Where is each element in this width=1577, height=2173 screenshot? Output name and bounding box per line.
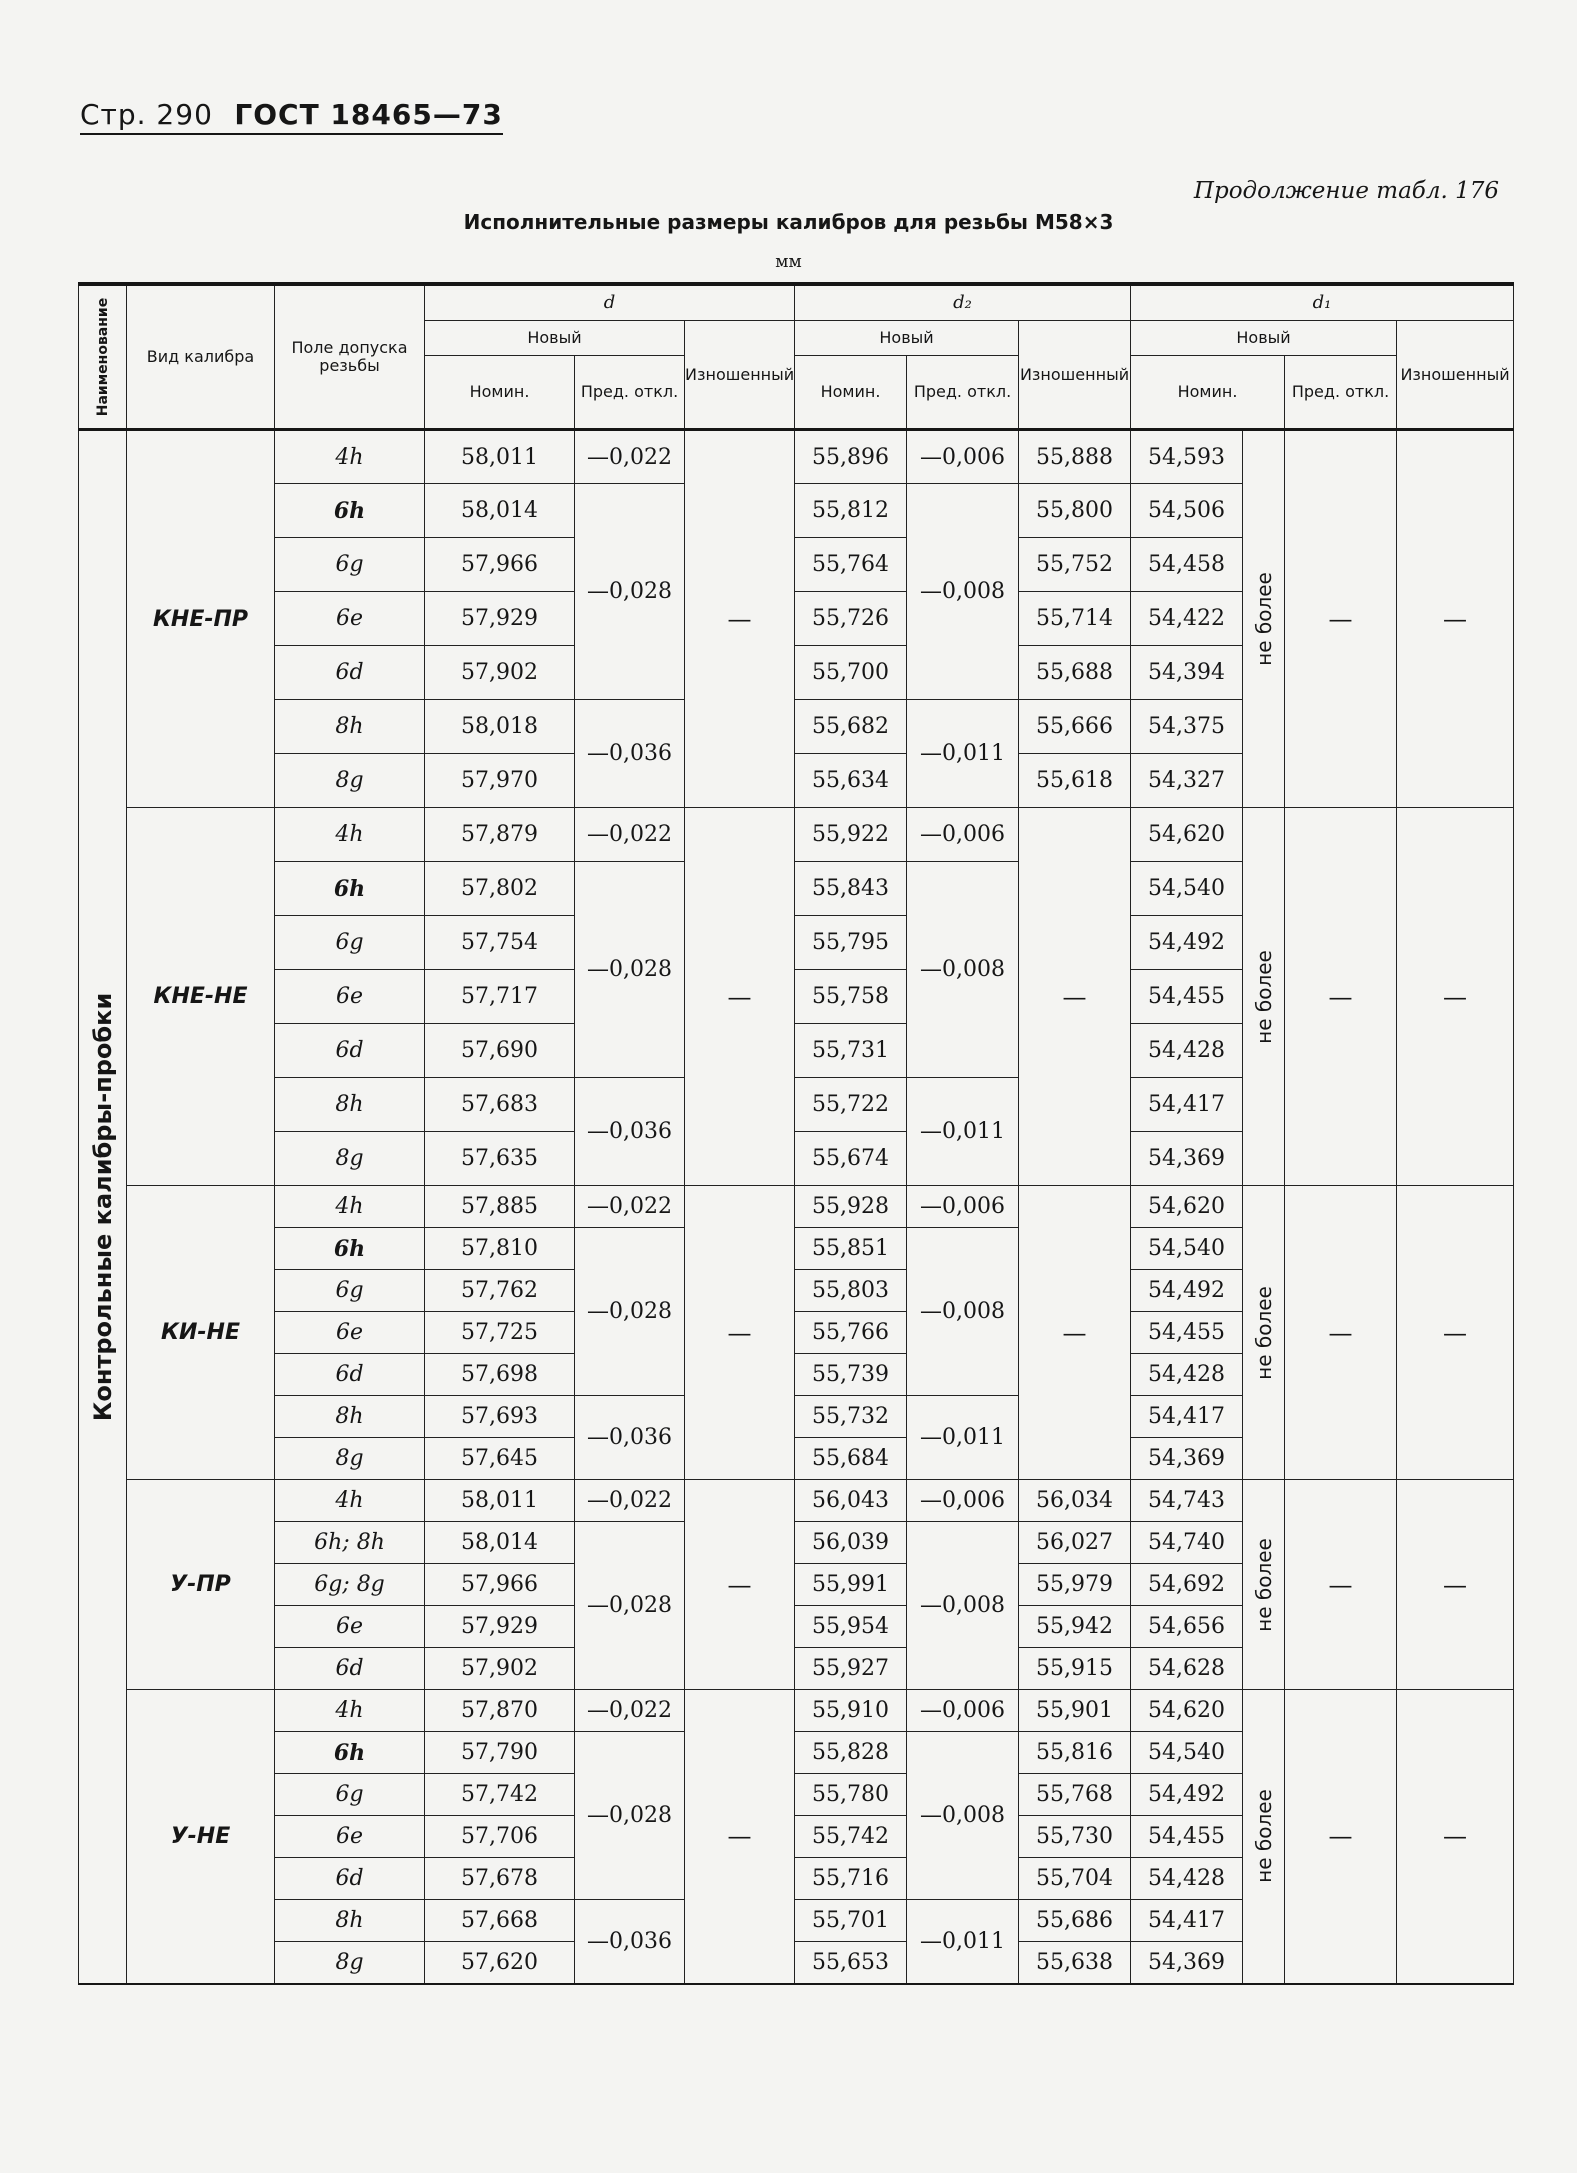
d2-deviation: —0,008 xyxy=(907,1228,1019,1396)
d-deviation: —0,036 xyxy=(575,1396,685,1480)
d2-nominal: 55,927 xyxy=(795,1648,907,1690)
d-nominal: 58,011 xyxy=(425,1480,575,1522)
d-nominal: 57,879 xyxy=(425,808,575,862)
col-field-header: Поле допуска резьбы xyxy=(275,284,425,430)
d2-nominal: 55,653 xyxy=(795,1942,907,1984)
d2-nominal: 55,731 xyxy=(795,1024,907,1078)
col-d1-header: d₁ xyxy=(1131,284,1514,321)
tolerance-field: 8g xyxy=(275,1438,425,1480)
d-nominal: 57,742 xyxy=(425,1774,575,1816)
d2-worn: 56,027 xyxy=(1019,1522,1131,1564)
d-worn-header: Изношенный xyxy=(685,321,795,430)
d2-deviation: —0,008 xyxy=(907,484,1019,700)
d1-nominal: 54,620 xyxy=(1131,1186,1243,1228)
d-nominal: 57,635 xyxy=(425,1132,575,1186)
d2-nominal: 55,726 xyxy=(795,592,907,646)
tolerance-field: 6h; 8h xyxy=(275,1522,425,1564)
table-row xyxy=(79,1186,1514,1228)
tolerance-field: 4h xyxy=(275,1186,425,1228)
tolerance-field: 4h xyxy=(275,430,425,484)
table-title: Исполнительные размеры калибров для резьбы М58×3 xyxy=(463,210,1114,234)
group-label: Контрольные калибры-пробки xyxy=(88,992,117,1422)
d-nominal: 57,966 xyxy=(425,1564,575,1606)
d2-deviation: —0,006 xyxy=(907,1690,1019,1732)
gauge-kind: КНЕ-ПР xyxy=(127,430,275,808)
d2-worn: 55,888 xyxy=(1019,430,1131,484)
d2-nominal: 56,043 xyxy=(795,1480,907,1522)
d-deviation: —0,022 xyxy=(575,1186,685,1228)
col-name-header: Наименование xyxy=(79,284,127,430)
d1-nominal: 54,620 xyxy=(1131,1690,1243,1732)
d1-nominal: 54,492 xyxy=(1131,1270,1243,1312)
d1-nominal: 54,375 xyxy=(1131,700,1243,754)
d1-nominal: 54,455 xyxy=(1131,1312,1243,1354)
d1-deviation-dash: — xyxy=(1285,1186,1397,1480)
d2-nominal: 55,896 xyxy=(795,430,907,484)
d2-deviation: —0,008 xyxy=(907,1522,1019,1690)
tolerance-field: 8g xyxy=(275,754,425,808)
unit-label: мм xyxy=(775,252,802,272)
d-worn-dash: — xyxy=(685,808,795,1186)
d2-worn: 55,800 xyxy=(1019,484,1131,538)
page-header xyxy=(80,98,503,135)
tolerance-field: 6h xyxy=(275,1228,425,1270)
group-label-cell xyxy=(79,430,127,1984)
d2-nominal: 55,634 xyxy=(795,754,907,808)
page-number: Стр. 290 xyxy=(80,98,213,131)
tolerance-field: 8h xyxy=(275,1900,425,1942)
d1-nominal: 54,455 xyxy=(1131,970,1243,1024)
tolerance-field: 8g xyxy=(275,1132,425,1186)
d2-worn: 55,979 xyxy=(1019,1564,1131,1606)
d2-worn: 55,688 xyxy=(1019,646,1131,700)
d2-deviation: —0,008 xyxy=(907,1732,1019,1900)
d-nominal: 57,929 xyxy=(425,592,575,646)
d2-deviation: —0,006 xyxy=(907,808,1019,862)
d2-worn: 55,816 xyxy=(1019,1732,1131,1774)
tolerance-field: 8h xyxy=(275,700,425,754)
d-nominal: 57,683 xyxy=(425,1078,575,1132)
d2-nominal: 55,682 xyxy=(795,700,907,754)
gauge-kind: У-НЕ xyxy=(127,1690,275,1984)
col-d-header: d xyxy=(425,284,795,321)
d2-worn: 56,034 xyxy=(1019,1480,1131,1522)
not-more-label: не более xyxy=(1251,1537,1276,1632)
not-more-label: не более xyxy=(1251,572,1276,666)
d-nominal: 57,902 xyxy=(425,646,575,700)
d2-nominal: 55,851 xyxy=(795,1228,907,1270)
d1-nominal: 54,369 xyxy=(1131,1438,1243,1480)
tolerance-field: 6h xyxy=(275,484,425,538)
tolerance-field: 8h xyxy=(275,1396,425,1438)
d1-deviation-dash: — xyxy=(1285,808,1397,1186)
d1-nominal: 54,620 xyxy=(1131,808,1243,862)
tolerance-field: 8g xyxy=(275,1942,425,1984)
d1-nom-header: Номин. xyxy=(1131,356,1285,430)
d2-nominal: 55,803 xyxy=(795,1270,907,1312)
d2-nominal: 55,991 xyxy=(795,1564,907,1606)
d-worn-dash: — xyxy=(685,1480,795,1690)
tolerance-field: 6e xyxy=(275,592,425,646)
col-d2-header: d₂ xyxy=(795,284,1131,321)
d-nominal: 57,902 xyxy=(425,1648,575,1690)
d2-worn: 55,942 xyxy=(1019,1606,1131,1648)
d-nominal: 57,717 xyxy=(425,970,575,1024)
d-nominal: 57,810 xyxy=(425,1228,575,1270)
d1-nominal: 54,740 xyxy=(1131,1522,1243,1564)
tolerance-field: 4h xyxy=(275,1480,425,1522)
tolerance-field: 6g xyxy=(275,1270,425,1312)
d-nominal: 57,966 xyxy=(425,538,575,592)
d-nominal: 58,011 xyxy=(425,430,575,484)
d2-nominal: 55,716 xyxy=(795,1858,907,1900)
tolerance-field: 6d xyxy=(275,1024,425,1078)
d2-nominal: 55,739 xyxy=(795,1354,907,1396)
d2-worn: 55,714 xyxy=(1019,592,1131,646)
d1-nominal: 54,492 xyxy=(1131,1774,1243,1816)
d2-nominal: 55,732 xyxy=(795,1396,907,1438)
tolerance-field: 8h xyxy=(275,1078,425,1132)
d-dev-header: Пред. откл. xyxy=(575,356,685,430)
d-nominal: 57,678 xyxy=(425,1858,575,1900)
d1-nominal: 54,327 xyxy=(1131,754,1243,808)
d1-nominal: 54,369 xyxy=(1131,1942,1243,1984)
d-nominal: 57,885 xyxy=(425,1186,575,1228)
d1-worn-dash: — xyxy=(1397,1480,1514,1690)
d-nominal: 57,725 xyxy=(425,1312,575,1354)
d1-nominal: 54,540 xyxy=(1131,1228,1243,1270)
d2-worn: 55,686 xyxy=(1019,1900,1131,1942)
d-nominal: 58,014 xyxy=(425,484,575,538)
d-nominal: 58,014 xyxy=(425,1522,575,1564)
tolerance-field: 6g xyxy=(275,1774,425,1816)
d2-nominal: 55,722 xyxy=(795,1078,907,1132)
d1-nominal: 54,540 xyxy=(1131,1732,1243,1774)
d2-nominal: 55,674 xyxy=(795,1132,907,1186)
d1-worn-dash: — xyxy=(1397,1690,1514,1984)
tolerance-field: 6d xyxy=(275,646,425,700)
d2-deviation: —0,006 xyxy=(907,430,1019,484)
d1-nominal: 54,369 xyxy=(1131,1132,1243,1186)
d1-deviation-dash: — xyxy=(1285,1690,1397,1984)
d-deviation: —0,028 xyxy=(575,1228,685,1396)
d1-nominal: 54,394 xyxy=(1131,646,1243,700)
d2-nominal: 55,922 xyxy=(795,808,907,862)
d2-deviation: —0,008 xyxy=(907,862,1019,1078)
d2-worn: 55,704 xyxy=(1019,1858,1131,1900)
d-nom-header: Номин. xyxy=(425,356,575,430)
standard-number: ГОСТ 18465—73 xyxy=(234,98,503,131)
d-nominal: 57,698 xyxy=(425,1354,575,1396)
d1-nominal: 54,656 xyxy=(1131,1606,1243,1648)
d-nominal: 57,929 xyxy=(425,1606,575,1648)
d-nominal: 57,762 xyxy=(425,1270,575,1312)
d1-not-more-cell xyxy=(1243,430,1285,808)
d-nominal: 57,693 xyxy=(425,1396,575,1438)
d-nominal: 57,754 xyxy=(425,916,575,970)
tolerance-field: 6g xyxy=(275,538,425,592)
d-deviation: —0,028 xyxy=(575,1522,685,1690)
d2-nominal: 55,812 xyxy=(795,484,907,538)
d-deviation: —0,036 xyxy=(575,700,685,808)
d2-worn: 55,618 xyxy=(1019,754,1131,808)
d-nominal: 57,870 xyxy=(425,1690,575,1732)
d2-nominal: 56,039 xyxy=(795,1522,907,1564)
tolerance-field: 6e xyxy=(275,970,425,1024)
d2-deviation: —0,011 xyxy=(907,1900,1019,1984)
d1-nominal: 54,628 xyxy=(1131,1648,1243,1690)
tolerance-field: 6d xyxy=(275,1648,425,1690)
tolerance-field: 6d xyxy=(275,1354,425,1396)
tolerance-field: 6e xyxy=(275,1816,425,1858)
tolerance-field: 6h xyxy=(275,1732,425,1774)
gauge-kind: У-ПР xyxy=(127,1480,275,1690)
d2-deviation: —0,006 xyxy=(907,1186,1019,1228)
d2-nominal: 55,701 xyxy=(795,1900,907,1942)
d2-nominal: 55,928 xyxy=(795,1186,907,1228)
d-nominal: 58,018 xyxy=(425,700,575,754)
d1-new-header: Новый xyxy=(1131,321,1397,356)
d1-nominal: 54,540 xyxy=(1131,862,1243,916)
d-nominal: 57,668 xyxy=(425,1900,575,1942)
d2-deviation: —0,011 xyxy=(907,1078,1019,1186)
d-nominal: 57,970 xyxy=(425,754,575,808)
d2-nominal: 55,795 xyxy=(795,916,907,970)
tolerance-field: 4h xyxy=(275,1690,425,1732)
d1-not-more-cell xyxy=(1243,1186,1285,1480)
table-row xyxy=(79,808,1514,862)
d1-nominal: 54,422 xyxy=(1131,592,1243,646)
d-nominal: 57,802 xyxy=(425,862,575,916)
d1-nominal: 54,428 xyxy=(1131,1354,1243,1396)
tolerance-field: 6e xyxy=(275,1312,425,1354)
d1-worn-header: Изношенный xyxy=(1397,321,1514,430)
d2-worn-dash: — xyxy=(1019,808,1131,1186)
continuation-label: Продолжение табл. 176 xyxy=(1193,178,1499,204)
table-row xyxy=(79,1690,1514,1732)
tolerance-field: 6h xyxy=(275,862,425,916)
d2-new-header: Новый xyxy=(795,321,1019,356)
d2-worn: 55,901 xyxy=(1019,1690,1131,1732)
d2-worn: 55,666 xyxy=(1019,700,1131,754)
d1-not-more-cell xyxy=(1243,1480,1285,1690)
d1-nominal: 54,417 xyxy=(1131,1078,1243,1132)
d-new-header: Новый xyxy=(425,321,685,356)
d2-dev-header: Пред. откл. xyxy=(907,356,1019,430)
d2-worn: 55,752 xyxy=(1019,538,1131,592)
d2-deviation: —0,006 xyxy=(907,1480,1019,1522)
d1-dev-header: Пред. откл. xyxy=(1285,356,1397,430)
d1-deviation-dash: — xyxy=(1285,1480,1397,1690)
d2-worn-dash: — xyxy=(1019,1186,1131,1480)
tolerance-field: 6d xyxy=(275,1858,425,1900)
table-row xyxy=(79,1480,1514,1522)
d-nominal: 57,690 xyxy=(425,1024,575,1078)
d1-worn-dash: — xyxy=(1397,430,1514,808)
d-deviation: —0,036 xyxy=(575,1078,685,1186)
d-worn-dash: — xyxy=(685,1690,795,1984)
d2-worn-header: Изношенный xyxy=(1019,321,1131,430)
gauge-kind: КНЕ-НЕ xyxy=(127,808,275,1186)
d2-deviation: —0,011 xyxy=(907,700,1019,808)
d2-nominal: 55,742 xyxy=(795,1816,907,1858)
d-worn-dash: — xyxy=(685,430,795,808)
table-row xyxy=(79,430,1514,484)
d2-nominal: 55,684 xyxy=(795,1438,907,1480)
d-deviation: —0,022 xyxy=(575,1480,685,1522)
d2-worn: 55,915 xyxy=(1019,1648,1131,1690)
d1-nominal: 54,506 xyxy=(1131,484,1243,538)
d-deviation: —0,028 xyxy=(575,1732,685,1900)
d-worn-dash: — xyxy=(685,1186,795,1480)
d1-nominal: 54,417 xyxy=(1131,1396,1243,1438)
d-nominal: 57,645 xyxy=(425,1438,575,1480)
d2-nom-header: Номин. xyxy=(795,356,907,430)
d2-nominal: 55,910 xyxy=(795,1690,907,1732)
gauge-dimensions-table xyxy=(78,282,1514,1985)
d2-nominal: 55,758 xyxy=(795,970,907,1024)
d1-worn-dash: — xyxy=(1397,1186,1514,1480)
d1-nominal: 54,743 xyxy=(1131,1480,1243,1522)
tolerance-field: 6e xyxy=(275,1606,425,1648)
not-more-label: не более xyxy=(1251,949,1276,1044)
d2-nominal: 55,700 xyxy=(795,646,907,700)
d1-deviation-dash: — xyxy=(1285,430,1397,808)
d1-worn-dash: — xyxy=(1397,808,1514,1186)
not-more-label: не более xyxy=(1251,1789,1276,1884)
d1-not-more-cell xyxy=(1243,808,1285,1186)
d-deviation: —0,028 xyxy=(575,484,685,700)
d2-nominal: 55,843 xyxy=(795,862,907,916)
tolerance-field: 6g xyxy=(275,916,425,970)
not-more-label: не более xyxy=(1251,1285,1276,1380)
d2-deviation: —0,011 xyxy=(907,1396,1019,1480)
d2-nominal: 55,764 xyxy=(795,538,907,592)
d1-nominal: 54,593 xyxy=(1131,430,1243,484)
d-nominal: 57,790 xyxy=(425,1732,575,1774)
d2-nominal: 55,780 xyxy=(795,1774,907,1816)
d2-nominal: 55,766 xyxy=(795,1312,907,1354)
d-deviation: —0,022 xyxy=(575,430,685,484)
col-kind-header: Вид калибра xyxy=(127,284,275,430)
gauge-kind: КИ-НЕ xyxy=(127,1186,275,1480)
d2-worn: 55,768 xyxy=(1019,1774,1131,1816)
d-deviation: —0,022 xyxy=(575,1690,685,1732)
d1-nominal: 54,428 xyxy=(1131,1858,1243,1900)
d1-nominal: 54,428 xyxy=(1131,1024,1243,1078)
d1-nominal: 54,458 xyxy=(1131,538,1243,592)
d1-nominal: 54,455 xyxy=(1131,1816,1243,1858)
d1-not-more-cell xyxy=(1243,1690,1285,1984)
d1-nominal: 54,692 xyxy=(1131,1564,1243,1606)
d-deviation: —0,022 xyxy=(575,808,685,862)
d2-nominal: 55,828 xyxy=(795,1732,907,1774)
d1-nominal: 54,492 xyxy=(1131,916,1243,970)
d-deviation: —0,028 xyxy=(575,862,685,1078)
d1-nominal: 54,417 xyxy=(1131,1900,1243,1942)
tolerance-field: 4h xyxy=(275,808,425,862)
d2-nominal: 55,954 xyxy=(795,1606,907,1648)
d-deviation: —0,036 xyxy=(575,1900,685,1984)
d-nominal: 57,620 xyxy=(425,1942,575,1984)
d2-worn: 55,730 xyxy=(1019,1816,1131,1858)
d2-worn: 55,638 xyxy=(1019,1942,1131,1984)
tolerance-field: 6g; 8g xyxy=(275,1564,425,1606)
d-nominal: 57,706 xyxy=(425,1816,575,1858)
